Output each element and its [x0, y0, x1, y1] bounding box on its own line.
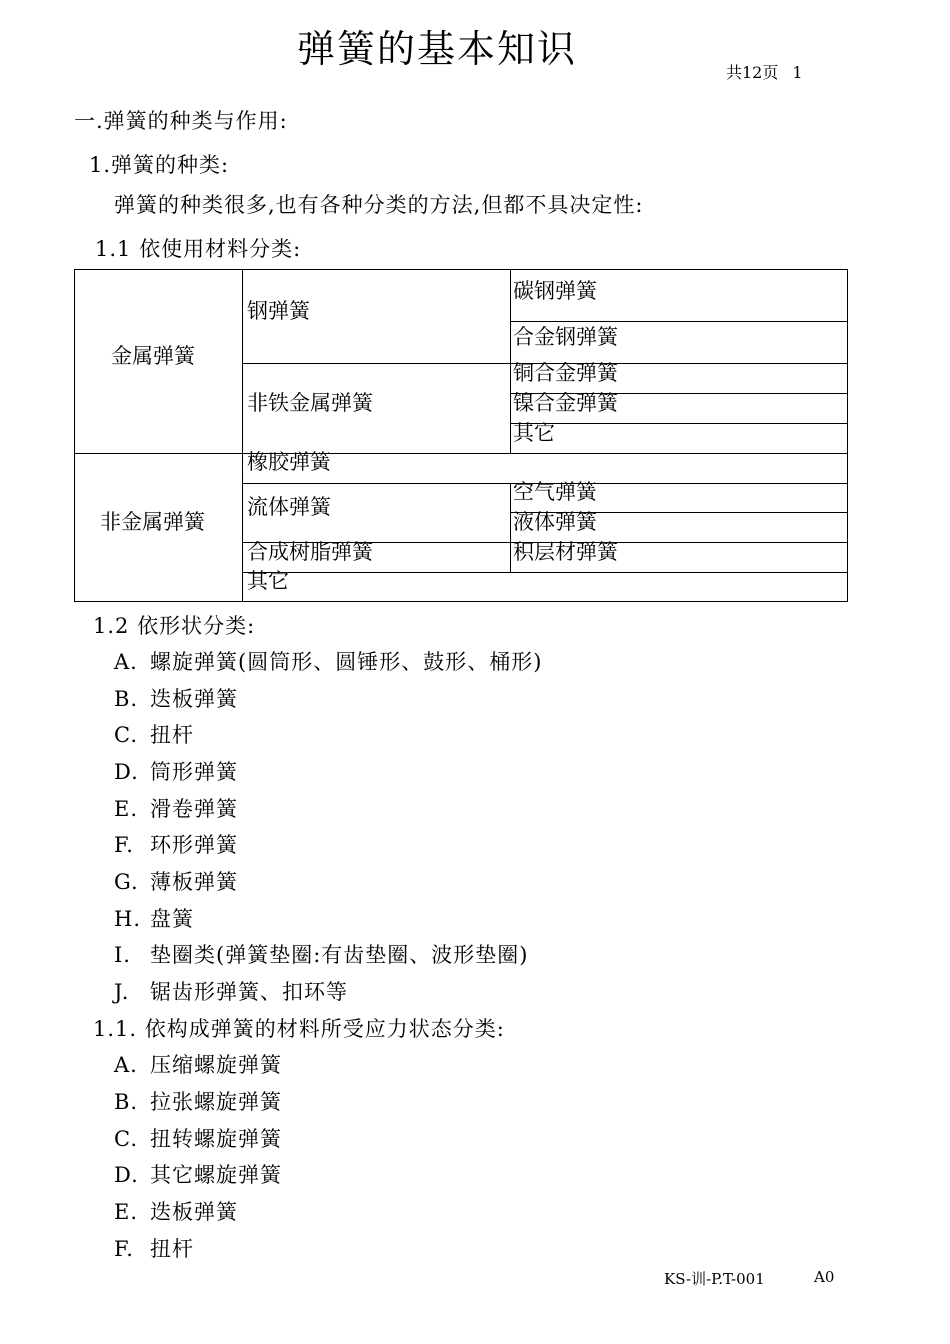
section-heading-types-and-uses: 一.弹簧的种类与作用:	[74, 109, 288, 133]
table-col-divider-1	[242, 269, 243, 602]
cell-resin-springs: 合成树脂弹簧	[247, 540, 373, 564]
page-total: 共12页	[726, 63, 779, 82]
cell-fluid-springs: 流体弹簧	[247, 495, 331, 519]
document-revision: A0	[814, 1268, 835, 1286]
section-heading-by-stress-state: 1.1. 依构成弹簧的材料所受应力状态分类:	[93, 1017, 505, 1041]
section-heading-spring-types: 1.弹簧的种类:	[89, 153, 230, 177]
section-intro-paragraph: 弹簧的种类很多,也有各种分类的方法,但都不具决定性:	[114, 193, 644, 217]
table-row-divider	[510, 321, 848, 322]
cell-nonferrous-springs: 非铁金属弹簧	[247, 391, 373, 415]
list-item: A. 压缩螺旋弹簧	[114, 1053, 282, 1077]
page-info	[726, 60, 803, 83]
table-row-divider	[74, 453, 848, 454]
list-item: D. 其它螺旋弹簧	[114, 1163, 282, 1187]
list-item: F. 扭杆	[114, 1237, 194, 1261]
cell-other-nonmetal: 其它	[247, 569, 289, 593]
list-item: B. 迭板弹簧	[114, 687, 238, 711]
list-item: H. 盘簧	[114, 907, 194, 931]
list-item: C. 扭转螺旋弹簧	[114, 1127, 282, 1151]
table-col-divider-2-lower	[510, 483, 511, 572]
section-heading-by-shape: 1.2 依形状分类:	[93, 614, 256, 638]
list-item: G. 薄板弹簧	[114, 870, 238, 894]
cell-rubber-springs: 橡胶弹簧	[247, 450, 331, 474]
cell-metal-springs: 金属弹簧	[111, 344, 195, 368]
cell-carbon-steel-springs: 碳钢弹簧	[513, 279, 597, 303]
material-classification-table	[74, 269, 848, 602]
list-item: E. 迭板弹簧	[114, 1200, 238, 1224]
cell-alloy-steel-springs: 合金钢弹簧	[513, 325, 618, 349]
section-heading-by-material: 1.1 依使用材料分类:	[95, 237, 302, 261]
list-item: C. 扭杆	[114, 723, 194, 747]
list-item: I. 垫圈类(弹簧垫圈:有齿垫圈、波形垫圈)	[114, 943, 529, 967]
table-row-divider	[510, 423, 848, 424]
cell-nonmetal-springs: 非金属弹簧	[100, 510, 205, 534]
list-item: F. 环形弹簧	[114, 833, 238, 857]
list-item: A. 螺旋弹簧(圆筒形、圆锤形、鼓形、桶形)	[114, 650, 543, 674]
table-border-top	[74, 269, 848, 270]
table-border-left	[74, 269, 75, 602]
table-row-divider	[242, 572, 848, 573]
list-item: E. 滑卷弹簧	[114, 797, 238, 821]
cell-copper-alloy-springs: 铜合金弹簧	[513, 361, 618, 385]
table-border-right	[847, 269, 848, 602]
cell-laminated-springs: 积层材弹簧	[513, 540, 618, 564]
cell-steel-springs: 钢弹簧	[247, 299, 310, 323]
document-title: 弹簧的基本知识	[296, 27, 577, 71]
list-item: D. 筒形弹簧	[114, 760, 238, 784]
cell-liquid-springs: 液体弹簧	[513, 510, 597, 534]
document-code: KS-训-P.T-001	[664, 1270, 765, 1288]
table-col-divider-2-upper	[510, 269, 511, 453]
page-number: 1	[792, 63, 803, 82]
cell-air-springs: 空气弹簧	[513, 480, 597, 504]
list-item: B. 拉张螺旋弹簧	[114, 1090, 282, 1114]
list-item: J. 锯齿形弹簧、扣环等	[114, 980, 348, 1004]
cell-other-metal: 其它	[513, 421, 555, 445]
table-border-bottom	[74, 601, 848, 602]
cell-nickel-alloy-springs: 镍合金弹簧	[513, 391, 618, 415]
